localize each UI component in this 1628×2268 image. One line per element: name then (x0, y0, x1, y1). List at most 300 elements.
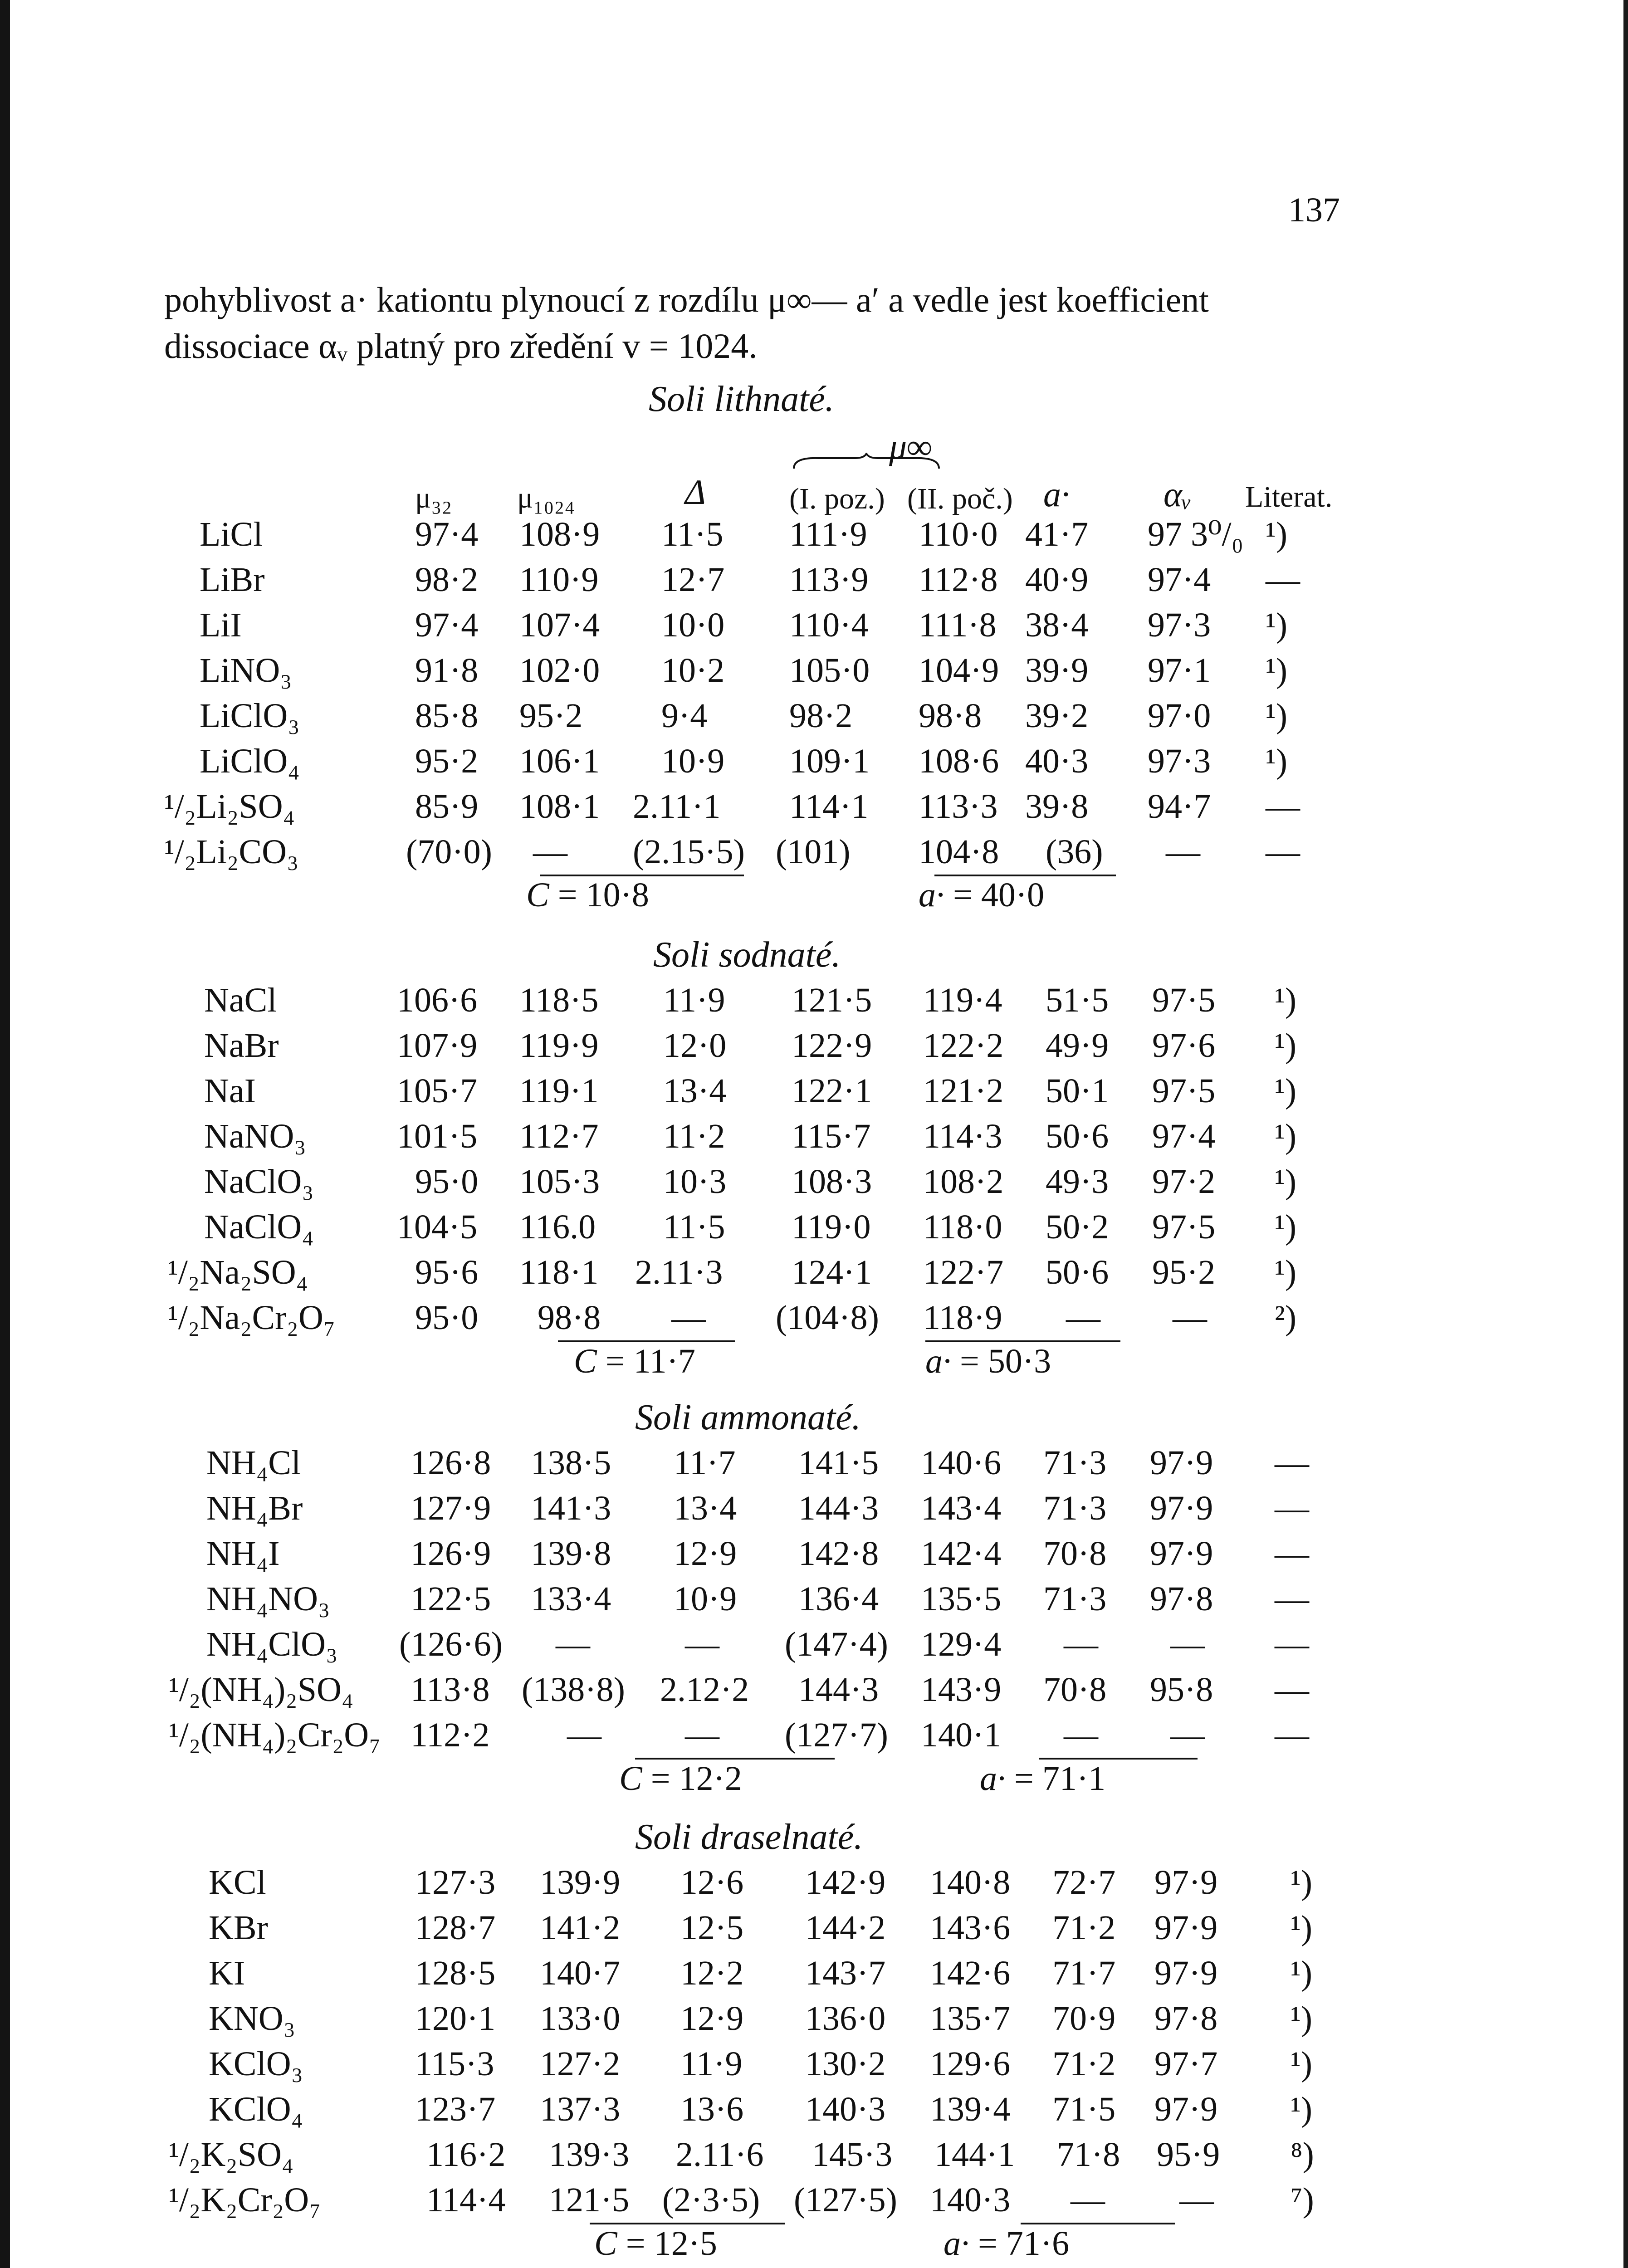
salt-name: NaClO₃ (204, 1163, 314, 1201)
delta-value: 13·6 (680, 2090, 744, 2128)
mu1024-value: 118·5 (519, 981, 599, 1019)
alpha-value: 97·9 (1154, 1954, 1218, 1992)
alpha-value: 97·6 (1152, 1026, 1216, 1065)
literature-ref: — (1275, 1535, 1309, 1573)
section-title-lithium: Soli lithnaté. (649, 379, 834, 419)
a-value: 71·7 (1052, 1954, 1116, 1992)
mu32-value: 95·0 (415, 1299, 479, 1337)
delta-value: 12·2 (680, 1954, 744, 1992)
mu32-value: 85·9 (415, 787, 479, 826)
mu32-value: 98·2 (415, 561, 479, 599)
mu32-value: 127·9 (411, 1489, 491, 1527)
literature-ref: — (1275, 1716, 1309, 1754)
literature-ref: ¹) (1275, 1208, 1297, 1246)
alpha-value: 95·9 (1157, 2136, 1220, 2174)
alpha-value: 95·8 (1150, 1671, 1213, 1709)
salt-name: KCl (209, 1863, 266, 1901)
a-value: 71·3 (1043, 1489, 1107, 1527)
section-title-ammonium: Soli ammonaté. (635, 1398, 861, 1437)
alpha-value: 97·3 (1148, 606, 1211, 644)
muinf-first-value: 140·3 (805, 2090, 886, 2128)
a-value: 49·3 (1046, 1163, 1109, 1201)
mu32-value: 95·0 (415, 1163, 479, 1201)
mu1024-value: 141·3 (531, 1489, 611, 1527)
muinf-second-value: 111·8 (919, 606, 997, 644)
alpha-value: 97·0 (1148, 697, 1211, 735)
muinf-first-value: 145·3 (812, 2136, 893, 2174)
alpha-value: 97·2 (1152, 1163, 1216, 1201)
table-row (0, 784, 1628, 829)
muinf-second-value: 119·4 (923, 981, 1002, 1019)
literature-ref: — (1266, 561, 1300, 599)
mu32-value: 106·6 (397, 981, 478, 1019)
delta-value: 13·4 (663, 1072, 727, 1110)
table-row (0, 693, 1628, 738)
delta-value: 12·9 (674, 1535, 737, 1573)
mu1024-value: 119·9 (519, 1026, 599, 1065)
summary-c-value: = 10·8 (557, 876, 649, 914)
delta-value: 10·0 (661, 606, 725, 644)
section-title-potassium: Soli draselnaté. (635, 1817, 863, 1857)
delta-value: 13·4 (674, 1489, 737, 1527)
muinf-first-value: 142·8 (798, 1535, 879, 1573)
mu1024-value: 106·1 (519, 742, 600, 780)
delta-value: — (685, 1625, 719, 1663)
summary-a-value: = 50·3 (960, 1342, 1051, 1380)
summary-a-value: = 71·1 (1014, 1760, 1106, 1798)
mu32-value: 104·5 (397, 1208, 478, 1246)
mu1024-value: 137·3 (540, 2090, 621, 2128)
literature-ref: ¹) (1266, 742, 1288, 780)
mu1024-value: 121·5 (549, 2181, 630, 2219)
salt-name: ¹/₂Li₂SO₄ (164, 787, 295, 826)
header-mu32: μ₃₂ (415, 481, 452, 514)
table-row (0, 1950, 1628, 1996)
mu1024-value: 139·8 (531, 1535, 611, 1573)
muinf-second-value: 108·6 (919, 742, 999, 780)
muinf-second-value: 104·9 (919, 651, 999, 689)
delta-value: (2.15·5) (633, 833, 745, 871)
salt-name: KI (209, 1954, 245, 1992)
salt-name: NaNO₃ (204, 1117, 306, 1155)
muinf-second-value: 140·6 (921, 1444, 1002, 1482)
salt-name: KClO₄ (209, 2090, 303, 2128)
mu32-value: 126·8 (411, 1444, 491, 1482)
mu1024-value: 108·9 (519, 515, 600, 553)
alpha-value: — (1179, 2181, 1214, 2219)
mu1024-value: 95·2 (519, 697, 583, 735)
literature-ref: ¹) (1291, 2090, 1313, 2128)
muinf-first-value: 130·2 (805, 2045, 886, 2083)
literature-ref: ¹) (1291, 1954, 1313, 1992)
table-row (0, 829, 1628, 875)
summary-a-label: a· (980, 1760, 1006, 1798)
table-row (0, 602, 1628, 648)
header-mu1024: μ₁₀₂₄ (517, 481, 575, 514)
muinf-first-value: 136·0 (805, 1999, 886, 2038)
mu32-value: 95·6 (415, 1253, 479, 1291)
a-value: 72·7 (1052, 1863, 1116, 1901)
table-row (0, 1860, 1628, 1905)
muinf-first-value: 136·4 (798, 1580, 879, 1618)
a-value: 70·8 (1043, 1535, 1107, 1573)
mu1024-value: 133·4 (531, 1580, 611, 1618)
mu1024-value: 116.0 (519, 1208, 596, 1246)
muinf-first-value: 122·9 (792, 1026, 872, 1065)
summary-c (526, 875, 649, 915)
delta-value: 11·9 (663, 981, 725, 1019)
mu1024-value: — (567, 1716, 601, 1754)
literature-ref: — (1275, 1489, 1309, 1527)
table-row (0, 1204, 1628, 1250)
table-row (0, 1486, 1628, 1531)
literature-ref: — (1275, 1580, 1309, 1618)
muinf-first-value: 119·0 (792, 1208, 871, 1246)
header-delta: Δ (685, 472, 706, 512)
literature-ref: ¹) (1266, 515, 1288, 553)
salt-name: NaClO₄ (204, 1208, 314, 1246)
delta-value: 11·9 (680, 2045, 743, 2083)
salt-name: LiClO₄ (200, 742, 300, 780)
mu32-value: 126·9 (411, 1535, 491, 1573)
summary-c-label: C (574, 1342, 597, 1380)
a-value: 50·1 (1046, 1072, 1109, 1110)
salt-name: ¹/₂K₂Cr₂O₇ (169, 2181, 321, 2219)
table-row (0, 1622, 1628, 1667)
salt-name: LiNO₃ (200, 651, 292, 689)
delta-value: (2·3·5) (662, 2181, 760, 2219)
delta-value: — (685, 1716, 719, 1754)
literature-ref: — (1275, 1625, 1309, 1663)
muinf-first-value: 98·2 (789, 697, 853, 735)
alpha-value: — (1166, 833, 1200, 871)
salt-name: KBr (209, 1909, 268, 1947)
delta-value: 12·6 (680, 1863, 744, 1901)
table-row (0, 557, 1628, 602)
muinf-first-value: 124·1 (792, 1253, 872, 1291)
intro-line-2: dissociace αᵥ platný pro zředění v = 1024. (164, 326, 758, 366)
muinf-second-value: 142·4 (921, 1535, 1002, 1573)
muinf-first-value: (104·8) (776, 1299, 879, 1337)
literature-ref: ¹) (1266, 606, 1288, 644)
summary-c (574, 1342, 695, 1381)
delta-value: 12·5 (680, 1909, 744, 1947)
header-mu-infinity: μ∞ (889, 427, 932, 466)
alpha-value: 97·4 (1148, 561, 1211, 599)
muinf-first-value: (127·5) (794, 2181, 897, 2219)
salt-name: KClO₃ (209, 2045, 303, 2083)
literature-ref: ⁷) (1291, 2181, 1314, 2219)
table-row (0, 512, 1628, 557)
a-value: — (1071, 2181, 1105, 2219)
page-number: 137 (1288, 191, 1340, 229)
alpha-value: 97·1 (1148, 651, 1211, 689)
mu1024-value: 139·9 (540, 1863, 621, 1901)
summary-a-value: = 40·0 (953, 876, 1045, 914)
mu1024-value: 102·0 (519, 651, 600, 689)
summary-a (925, 1342, 1051, 1381)
mu1024-value: 119·1 (519, 1072, 599, 1110)
delta-value: 2.11·1 (633, 787, 721, 826)
delta-value: 12·0 (663, 1026, 727, 1065)
salt-name: LiBr (200, 561, 265, 599)
mu32-value: 122·5 (411, 1580, 491, 1618)
delta-value: 2.11·6 (676, 2136, 764, 2174)
summary-c-value: = 12·2 (650, 1760, 742, 1798)
muinf-first-value: (127·7) (785, 1716, 888, 1754)
mu32-value: 120·1 (415, 1999, 496, 2038)
mu32-value: 114·4 (426, 2181, 506, 2219)
salt-name: ¹/₂Li₂CO₃ (164, 833, 299, 871)
alpha-value: — (1170, 1625, 1205, 1663)
delta-value: 10·9 (674, 1580, 737, 1618)
mu1024-value: 110·9 (519, 561, 599, 599)
mu1024-value: 139·3 (549, 2136, 630, 2174)
literature-ref: ¹) (1291, 1999, 1313, 2038)
mu32-value: 101·5 (397, 1117, 478, 1155)
muinf-second-value: 129·4 (921, 1625, 1002, 1663)
table-row (0, 1667, 1628, 1712)
literature-ref: ²) (1275, 1299, 1297, 1337)
a-value: 39·9 (1025, 651, 1089, 689)
muinf-second-value: 98·8 (919, 697, 982, 735)
literature-ref: ¹) (1275, 1163, 1297, 1201)
salt-name: NaBr (204, 1026, 279, 1065)
muinf-first-value: 144·2 (805, 1909, 886, 1947)
muinf-first-value: 121·5 (792, 981, 872, 1019)
alpha-value: 97·9 (1150, 1444, 1213, 1482)
summary-c-label: C (526, 876, 549, 914)
table-row (0, 1996, 1628, 2041)
mu32-value: 91·8 (415, 651, 479, 689)
muinf-second-value: 135·7 (930, 1999, 1011, 2038)
a-value: 71·3 (1043, 1444, 1107, 1482)
header-first-position: (I. poz.) (789, 482, 885, 515)
muinf-second-value: 121·2 (923, 1072, 1004, 1110)
muinf-second-value: 118·0 (923, 1208, 1002, 1246)
mu32-value: 97·4 (415, 606, 479, 644)
muinf-second-value: 110·0 (919, 515, 998, 553)
a-value: 50·6 (1046, 1117, 1109, 1155)
summary-a-label: a· (919, 876, 944, 914)
alpha-value: 97·9 (1150, 1535, 1213, 1573)
mu32-value: 85·8 (415, 697, 479, 735)
summary-c-label: C (594, 2224, 617, 2263)
literature-ref: ¹) (1275, 1253, 1297, 1291)
muinf-second-value: 143·6 (930, 1909, 1011, 1947)
alpha-value: 97·8 (1150, 1580, 1213, 1618)
table-row (0, 2132, 1628, 2177)
summary-a-label: a· (944, 2224, 969, 2263)
a-value: — (1066, 1299, 1100, 1337)
header-second-calc: (II. poč.) (907, 482, 1013, 515)
a-value: 39·8 (1025, 787, 1089, 826)
summary-a (980, 1759, 1105, 1799)
alpha-value: 97 3⁰/₀ (1148, 515, 1244, 553)
muinf-second-value: 118·9 (923, 1299, 1002, 1337)
a-value: 70·8 (1043, 1671, 1107, 1709)
summary-a (944, 2224, 1069, 2263)
muinf-first-value: (101) (776, 833, 851, 871)
delta-value: — (671, 1299, 706, 1337)
delta-value: 10·2 (661, 651, 725, 689)
muinf-second-value: 143·4 (921, 1489, 1002, 1527)
salt-name: ¹/₂Na₂Cr₂O₇ (168, 1299, 336, 1337)
salt-name: LiCl (200, 515, 263, 553)
mu1024-value: 138·5 (531, 1444, 611, 1482)
a-value: 71·8 (1057, 2136, 1120, 2174)
a-value: (36) (1046, 833, 1103, 871)
a-value: 51·5 (1046, 981, 1109, 1019)
summary-c-value: = 12·5 (626, 2224, 717, 2263)
table-row (0, 1159, 1628, 1204)
mu32-value: (70·0) (406, 833, 492, 871)
summary-c (594, 2224, 717, 2263)
muinf-first-value: 109·1 (789, 742, 870, 780)
a-value: 40·9 (1025, 561, 1089, 599)
muinf-first-value: 122·1 (792, 1072, 872, 1110)
muinf-second-value: 122·2 (923, 1026, 1004, 1065)
a-value: 71·5 (1052, 2090, 1116, 2128)
mu32-value: 128·5 (415, 1954, 496, 1992)
salt-name: KNO₃ (209, 1999, 296, 2038)
mu32-value: 113·8 (411, 1671, 490, 1709)
a-value: 70·9 (1052, 1999, 1116, 2038)
a-value: 71·2 (1052, 1909, 1116, 1947)
table-row (0, 1295, 1628, 1340)
a-value: 71·2 (1052, 2045, 1116, 2083)
muinf-second-value: 114·3 (923, 1117, 1002, 1155)
mu32-value: 116·2 (426, 2136, 506, 2174)
alpha-value: 97·8 (1154, 1999, 1218, 2038)
salt-name: ¹/₂Na₂SO₄ (168, 1253, 308, 1291)
header-alpha: αᵥ (1164, 474, 1192, 514)
mu32-value: 128·7 (415, 1909, 496, 1947)
muinf-second-value: 108·2 (923, 1163, 1004, 1201)
a-value: 41·7 (1025, 515, 1089, 553)
delta-value: 10·3 (663, 1163, 727, 1201)
delta-value: 12·9 (680, 1999, 744, 2038)
muinf-first-value: 113·9 (789, 561, 869, 599)
literature-ref: ¹) (1291, 1863, 1313, 1901)
literature-ref: ¹) (1291, 1909, 1313, 1947)
mu1024-value: 108·1 (519, 787, 600, 826)
a-value: 38·4 (1025, 606, 1089, 644)
table-row (0, 1023, 1628, 1068)
literature-ref: ¹) (1275, 1026, 1297, 1065)
delta-value: 12·7 (661, 561, 725, 599)
salt-name: ¹/₂K₂SO₄ (169, 2136, 294, 2174)
alpha-value: 97·4 (1152, 1117, 1216, 1155)
muinf-first-value: 142·9 (805, 1863, 886, 1901)
salt-name: NH₄Br (206, 1489, 303, 1527)
mu32-value: 127·3 (415, 1863, 496, 1901)
table-row (0, 648, 1628, 693)
salt-name: ¹/₂(NH₄)₂Cr₂O₇ (169, 1716, 381, 1754)
a-value: 40·3 (1025, 742, 1089, 780)
table-row (0, 2087, 1628, 2132)
a-value: 49·9 (1046, 1026, 1109, 1065)
mu1024-value: 107·4 (519, 606, 600, 644)
table-row (0, 1531, 1628, 1576)
table-row (0, 1440, 1628, 1486)
table-row (0, 1068, 1628, 1114)
a-value: 39·2 (1025, 697, 1089, 735)
mu1024-value: 105·3 (519, 1163, 600, 1201)
summary-c-value: = 11·7 (605, 1342, 696, 1380)
delta-value: 11·5 (661, 515, 724, 553)
table-row (0, 1576, 1628, 1622)
a-value: — (1064, 1625, 1098, 1663)
mu1024-value: 141·2 (540, 1909, 621, 1947)
mu1024-value: — (533, 833, 567, 871)
table-row (0, 738, 1628, 784)
salt-name: NaCl (204, 981, 277, 1019)
alpha-value: 95·2 (1152, 1253, 1216, 1291)
literature-ref: — (1266, 833, 1300, 871)
muinf-first-value: 110·4 (789, 606, 869, 644)
literature-ref: — (1275, 1444, 1309, 1482)
a-value: — (1064, 1716, 1098, 1754)
alpha-value: — (1170, 1716, 1205, 1754)
muinf-second-value: 112·8 (919, 561, 998, 599)
literature-ref: ¹) (1275, 981, 1297, 1019)
table-row (0, 1114, 1628, 1159)
delta-value: 9·4 (661, 697, 708, 735)
literature-ref: — (1275, 1671, 1309, 1709)
mu1024-value: 112·7 (519, 1117, 599, 1155)
mu32-value: 107·9 (397, 1026, 478, 1065)
table-row (0, 1250, 1628, 1295)
mu32-value: 97·4 (415, 515, 479, 553)
muinf-second-value: 140·1 (921, 1716, 1002, 1754)
delta-value: 11·7 (674, 1444, 736, 1482)
salt-name: NH₄I (206, 1535, 280, 1573)
muinf-first-value: 144·3 (798, 1671, 879, 1709)
muinf-first-value: 105·0 (789, 651, 870, 689)
muinf-first-value: 115·7 (792, 1117, 871, 1155)
mu1024-value: 98·8 (538, 1299, 601, 1337)
a-value: 50·6 (1046, 1253, 1109, 1291)
table-row (0, 1712, 1628, 1758)
muinf-first-value: 143·7 (805, 1954, 886, 1992)
delta-value: 11·5 (663, 1208, 725, 1246)
mu1024-value: 118·1 (519, 1253, 599, 1291)
alpha-value: 97·3 (1148, 742, 1211, 780)
literature-ref: ⁸) (1291, 2136, 1314, 2174)
literature-ref: ¹) (1275, 1117, 1297, 1155)
salt-name: NH₄Cl (206, 1444, 301, 1482)
header-a: a· (1043, 474, 1070, 514)
muinf-second-value: 113·3 (919, 787, 998, 826)
muinf-second-value: 140·8 (930, 1863, 1011, 1901)
table-row (0, 978, 1628, 1023)
alpha-value: 97·7 (1154, 2045, 1218, 2083)
delta-value: 2.11·3 (635, 1253, 723, 1291)
intro-paragraph (164, 277, 1353, 369)
alpha-value: 97·5 (1152, 981, 1216, 1019)
header-literature: Literat. (1245, 480, 1333, 513)
muinf-second-value: 135·5 (921, 1580, 1002, 1618)
literature-ref: ¹) (1266, 651, 1288, 689)
mu32-value: 105·7 (397, 1072, 478, 1110)
muinf-first-value: 111·9 (789, 515, 867, 553)
a-value: 71·3 (1043, 1580, 1107, 1618)
mu1024-value: 140·7 (540, 1954, 621, 1992)
muinf-first-value: 108·3 (792, 1163, 872, 1201)
muinf-first-value: 141·5 (798, 1444, 879, 1482)
salt-name: ¹/₂(NH₄)₂SO₄ (169, 1671, 354, 1709)
